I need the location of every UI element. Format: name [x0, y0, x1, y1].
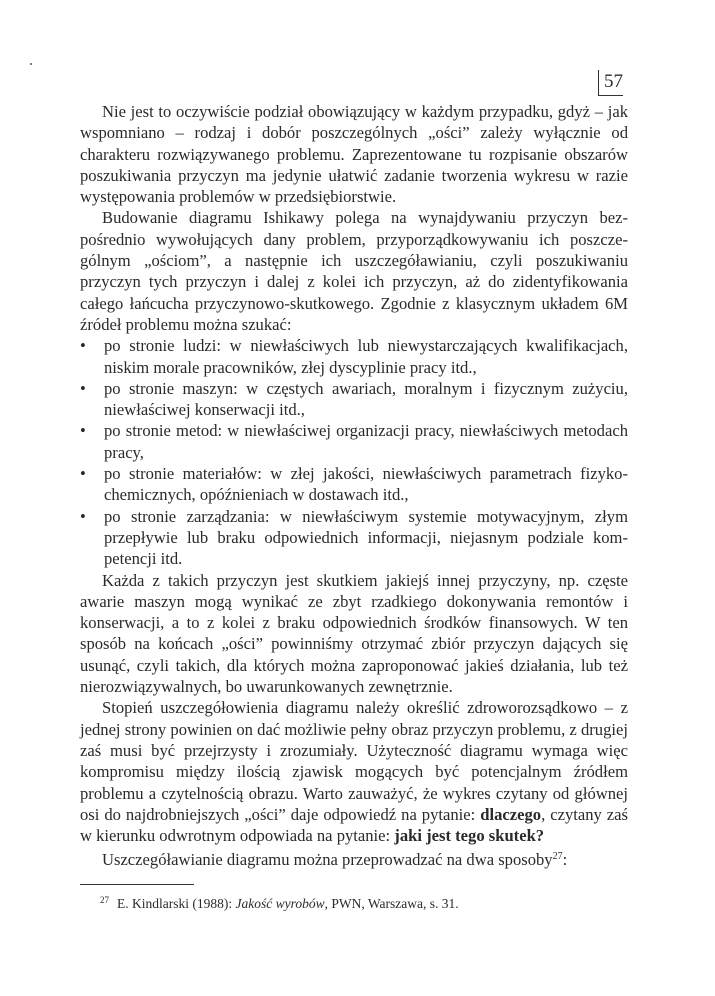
paragraph-4-text: Stopień uszczegółowienia diagramu należy określić zdroworozsądkowo – z jednej strony powinien on dać możliwie pełny obraz przyczyn problemu, z drugiej zaś musi być przejrzysty i zrozumiały. Użyteczność diagramu wymaga więc kompromisu między ilością zjawisk mogących być potencjalnym źródłem problemu a czytelnością obrazu. Warto zauważyć, że wykres czytany od głównej osi do najdrobniejszych „ości” daje odpowiedź na pytanie: — [80, 698, 628, 824]
footnote-reference: 27 — [552, 851, 563, 863]
paragraph-1 — [80, 101, 628, 207]
paragraph-2-text: Budowanie diagramu Ishikawy polega na wynajdywaniu przyczyn bezpośrednio wywołujących dany problem, przyporządkowywaniu ich poszczególnym „ościom”, a następnie ich uszczegóławianiu, czyli poszukiwaniu przyczyn tych przyczyn i dalej z kolei ich przyczyn, aż do zidentyfikowania całego łańcucha przyczynowo-skutkowego. Zgodnie z klasycznym układem 6M źródeł problemu można szukać: — [80, 208, 628, 334]
paragraph-5-end: : — [562, 850, 568, 870]
paragraph-4-middle: , czytany zaś w kierunku odwrotnym odpowiada na pytanie: — [80, 804, 628, 846]
page-number: 57 — [598, 70, 623, 96]
bullet-item-people: • po stronie ludzi: w niewłaściwych lub niewystarczających kwalifikacjach, niskim morale pracowników, złej dyscyplinie pracy itd., — [80, 335, 628, 378]
footnote-publisher: , PWN, Warszawa, s. 31. — [324, 896, 459, 911]
body-text — [80, 101, 628, 871]
paragraph-3-text: Każda z takich przyczyn jest skutkiem jakiejś innej przyczyny, np. częste awarie maszyn mogą wynikać ze zbyt rzadkiego dokonywania remontów i konserwacji, a to z kolei z braku odpowiednich środków finansowych. W ten sposób na końcach „ości” powinniśmy otrzymać zbiór przyczyn dających się usunąć, czyli takich, dla których można zaproponować jakieś działania, lub też nierozwiązywalnych, bo uwarunkowanych zewnętrznie. — [80, 570, 628, 697]
footnote-divider — [80, 884, 194, 885]
paragraph-5-text: Uszczegóławianie diagramu można przeprowadzać na dwa sposoby — [102, 850, 553, 870]
scan-dot — [30, 63, 32, 65]
bold-term-effect: jaki jest tego skutek? — [394, 826, 545, 846]
bullet-item-machines: • po stronie maszyn: w częstych awariach, moralnym i fizycznym zużyciu, niewłaściwej konserwacji itd., — [80, 378, 628, 421]
paragraph-3 — [80, 570, 628, 698]
footnote — [100, 891, 459, 913]
bold-term-why: dlaczego — [480, 804, 542, 824]
bullet-list — [80, 335, 628, 569]
footnote-number: 27 — [100, 895, 109, 905]
paragraph-2 — [80, 207, 628, 335]
paragraph-4 — [80, 697, 628, 846]
paragraph-1-text: Nie jest to oczywiście podział obowiązujący w każdym przypadku, gdyż – jak wspomniano – rodzaj i dobór poszczególnych „ości” zależy wyłącznie od charakteru rozwiązywanego problemu. Zaprezentowane tu rozpisanie obszarów poszukiwania przyczyn ma jedynie ułatwić zadanie tworzenia wykresu w razie występowania problemów w przedsiębiorstwie. — [80, 102, 628, 207]
paragraph-5 — [80, 846, 628, 870]
bullet-item-materials: • po stronie materiałów: w złej jakości, niewłaściwych parametrach fizykochemicznych, opóźnieniach w dostawach itd., — [80, 463, 628, 506]
bullet-item-methods: • po stronie metod: w niewłaściwej organizacji pracy, niewłaściwych metodach pracy, — [80, 420, 628, 463]
bullet-item-management: • po stronie zarządzania: w niewłaściwym systemie motywacyjnym, złym przepływie lub braku odpowiednich informacji, niejasnym podziale kompetencji itd. — [80, 506, 628, 570]
footnote-title: Jakość wyrobów — [235, 896, 325, 911]
footnote-author: E. Kindlarski (1988): — [117, 896, 236, 911]
